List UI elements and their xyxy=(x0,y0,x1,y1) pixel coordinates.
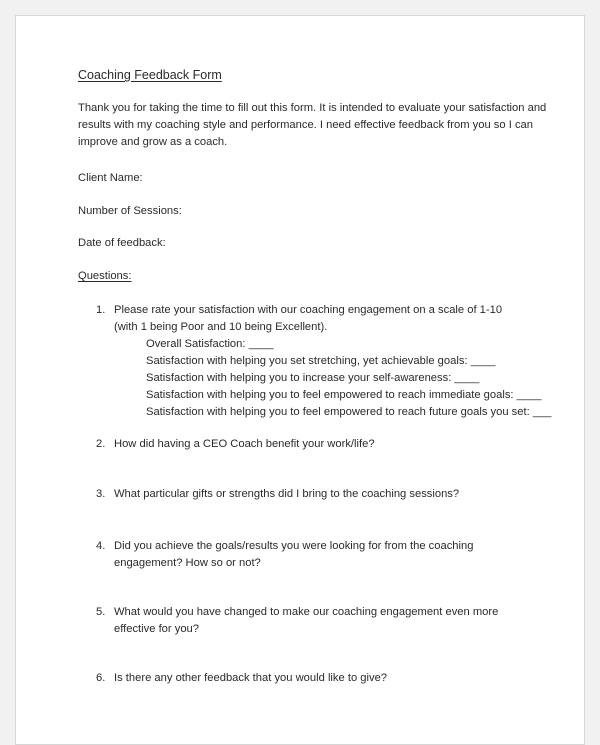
question-6 xyxy=(96,670,526,687)
question-number: 6. xyxy=(96,672,106,684)
question-number: 3. xyxy=(96,488,106,500)
question-4 xyxy=(96,538,526,572)
date-label: Date of feedback: xyxy=(78,237,166,249)
questions-heading: Questions: xyxy=(78,270,132,282)
question-5 xyxy=(96,604,526,638)
rating-item-overall: Overall Satisfaction: ____ xyxy=(146,338,274,350)
form-title: Coaching Feedback Form xyxy=(78,68,222,82)
question-3 xyxy=(96,486,526,503)
rating-item-immediate-goals: Satisfaction with helping you to feel empowered to reach immediate goals: ____ xyxy=(146,389,542,401)
document-page xyxy=(15,15,585,745)
question-text: How did having a CEO Coach benefit your work/life? xyxy=(114,438,375,450)
question-number: 4. xyxy=(96,540,106,552)
question-text: What particular gifts or strengths did I bring to the coaching sessions? xyxy=(114,488,460,500)
rating-item-future-goals: Satisfaction with helping you to feel empowered to reach future goals you set: ___ xyxy=(146,406,552,418)
question-number: 1. xyxy=(96,304,106,316)
question-number: 2. xyxy=(96,438,106,450)
question-2 xyxy=(96,436,526,453)
client-name-label: Client Name: xyxy=(78,172,143,184)
question-number: 5. xyxy=(96,606,106,618)
sessions-label: Number of Sessions: xyxy=(78,205,182,217)
rating-item-goals: Satisfaction with helping you set stretching, yet achievable goals: ____ xyxy=(146,355,496,367)
question-text: What would you have changed to make our coaching engagement even more effective for you? xyxy=(114,606,499,635)
question-text: Is there any other feedback that you would like to give? xyxy=(114,672,388,684)
intro-paragraph: Thank you for taking the time to fill out this form. It is intended to evaluate your satisfaction and results with my coaching style and performance. I need effective feedback from you so I can improve and grow as a coach. xyxy=(78,102,547,148)
rating-item-self-awareness: Satisfaction with helping you to increase your self-awareness: ____ xyxy=(146,372,480,384)
question-1 xyxy=(96,302,526,336)
question-text: Please rate your satisfaction with our coaching engagement on a scale of 1-10 (with 1 being Poor and 10 being Excellent). xyxy=(114,304,503,333)
question-text: Did you achieve the goals/results you were looking for from the coaching engagement? How so or not? xyxy=(114,540,474,569)
